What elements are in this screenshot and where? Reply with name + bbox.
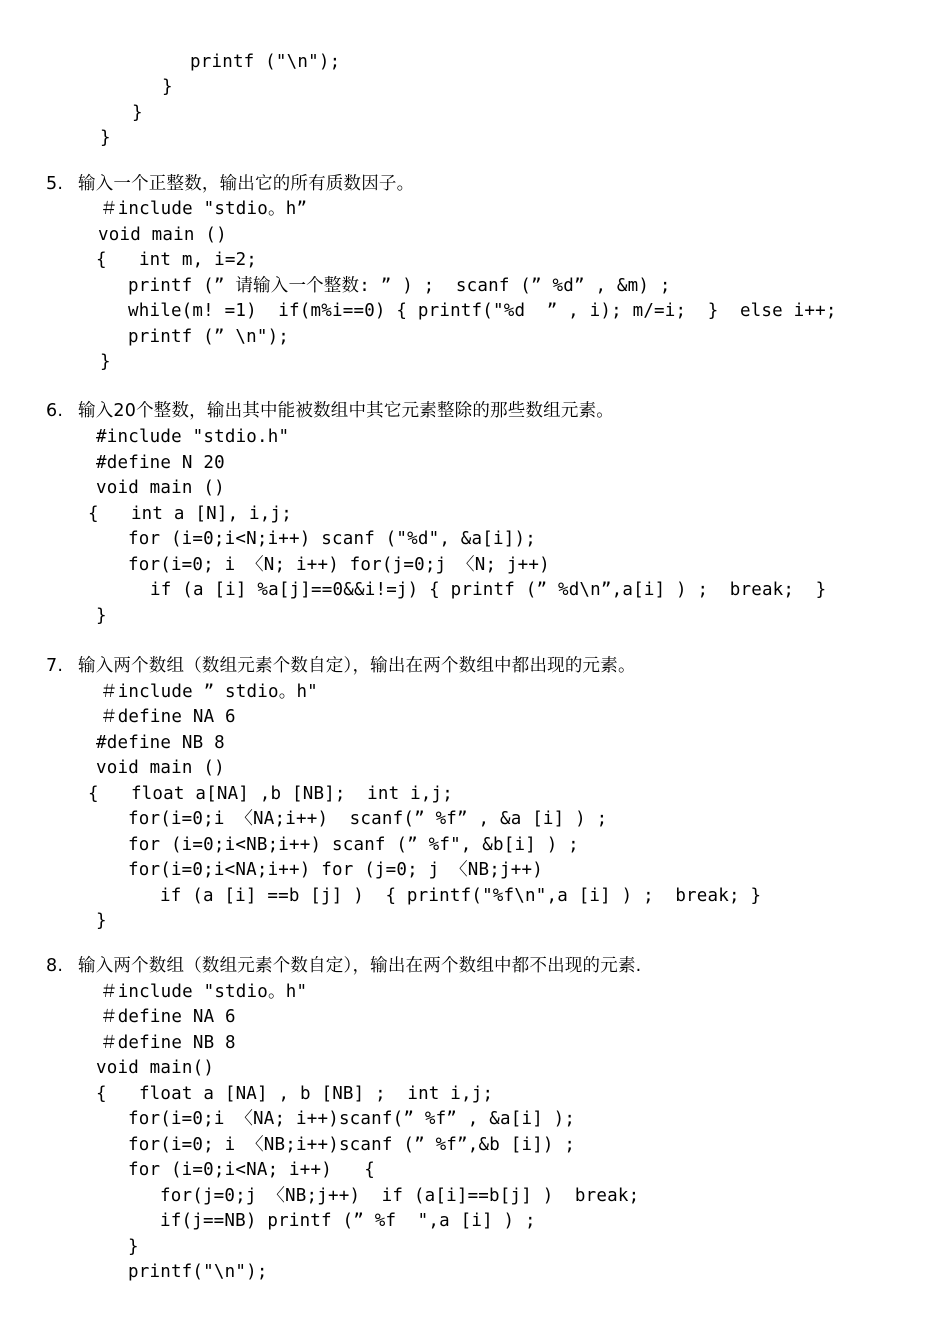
code-line: ＃include "stdio。h” [100,199,308,219]
code-line: printf("\n"); [128,1262,268,1282]
code-line: for(i=0; i 〈NB;i++)scanf (” %f”,&b [i]) ; [128,1135,576,1155]
code-line: { int a [N], i,j; [88,504,292,524]
code-line: void main () [96,758,225,778]
code-line: for (i=0;i<NA; i++) { [128,1160,375,1180]
code-line: #define N 20 [96,453,225,473]
code-line: for(i=0;i<NA;i++) for (j=0; j 〈NB;j++) [128,860,543,880]
code-line: } [100,128,111,148]
problem-number: 8. [46,956,64,976]
code-line: for(j=0;j 〈NB;j++) if (a[i]==b[j] ) break; [160,1186,640,1206]
code-line: while(m! =1) if(m%i==0) { printf("%d ” , i); m/=i; } else i++; [128,301,837,321]
code-line: printf (” \n"); [128,327,290,347]
code-line: if (a [i] ==b [j] ) { printf("%f\n",a [i] ) ; break; } [160,886,762,906]
problem-title: 输入20个整数，输出其中能被数组中其它元素整除的那些数组元素。 [78,401,614,421]
code-line: ＃define NA 6 [100,707,236,727]
code-line: { int m, i=2; [96,250,258,270]
code-line: } [96,606,107,626]
code-line: printf ("\n"); [190,52,341,72]
code-line: { float a [NA] , b [NB] ; int i,j; [96,1084,494,1104]
code-line: if(j==NB) printf (” %f ",a [i] ) ; [160,1211,536,1231]
problem-title: 输入一个正整数，输出它的所有质数因子。 [78,174,415,194]
problem-number: 5. [46,174,64,194]
code-line: void main () [98,225,227,245]
code-line: ＃define NB 8 [100,1033,236,1053]
code-line: printf (” 请输入一个整数: ” ) ; scanf (” %d” , &m) ; [128,276,671,296]
code-line: } [162,77,173,97]
problem-number: 6. [46,401,64,421]
problem-title: 输入两个数组（数组元素个数自定），输出在两个数组中都出现的元素。 [78,656,636,676]
code-line: } [100,352,111,372]
code-line: if (a [i] %a[j]==0&&i!=j) { printf (” %d\n”,a[i] ) ; break; } [150,580,827,600]
problem-number: 7. [46,656,64,676]
code-line: for(i=0;i 〈NA;i++) scanf(” %f” , &a [i] ) ; [128,809,608,829]
code-line: #define NB 8 [96,733,225,753]
code-line: } [128,1237,139,1257]
code-line: for(i=0; i 〈N; i++) for(j=0;j 〈N; j++) [128,555,550,575]
code-line: } [96,911,107,931]
problem-title: 输入两个数组（数组元素个数自定），输出在两个数组中都不出现的元素. [78,956,642,976]
code-line: { float a[NA] ,b [NB]; int i,j; [88,784,454,804]
code-line: void main () [96,478,225,498]
code-line: for (i=0;i<NB;i++) scanf (” %f", &b[i] ) ; [128,835,579,855]
code-line: ＃include "stdio。h" [100,982,308,1002]
code-line: #include "stdio.h" [96,427,290,447]
code-line: } [132,103,143,123]
code-line: ＃include ” stdio。h" [100,682,318,702]
code-line: ＃define NA 6 [100,1007,236,1027]
code-line: void main() [96,1058,215,1078]
code-line: for (i=0;i<N;i++) scanf ("%d", &a[i]); [128,529,536,549]
code-line: for(i=0;i 〈NA; i++)scanf(” %f” , &a[i] ); [128,1109,576,1129]
